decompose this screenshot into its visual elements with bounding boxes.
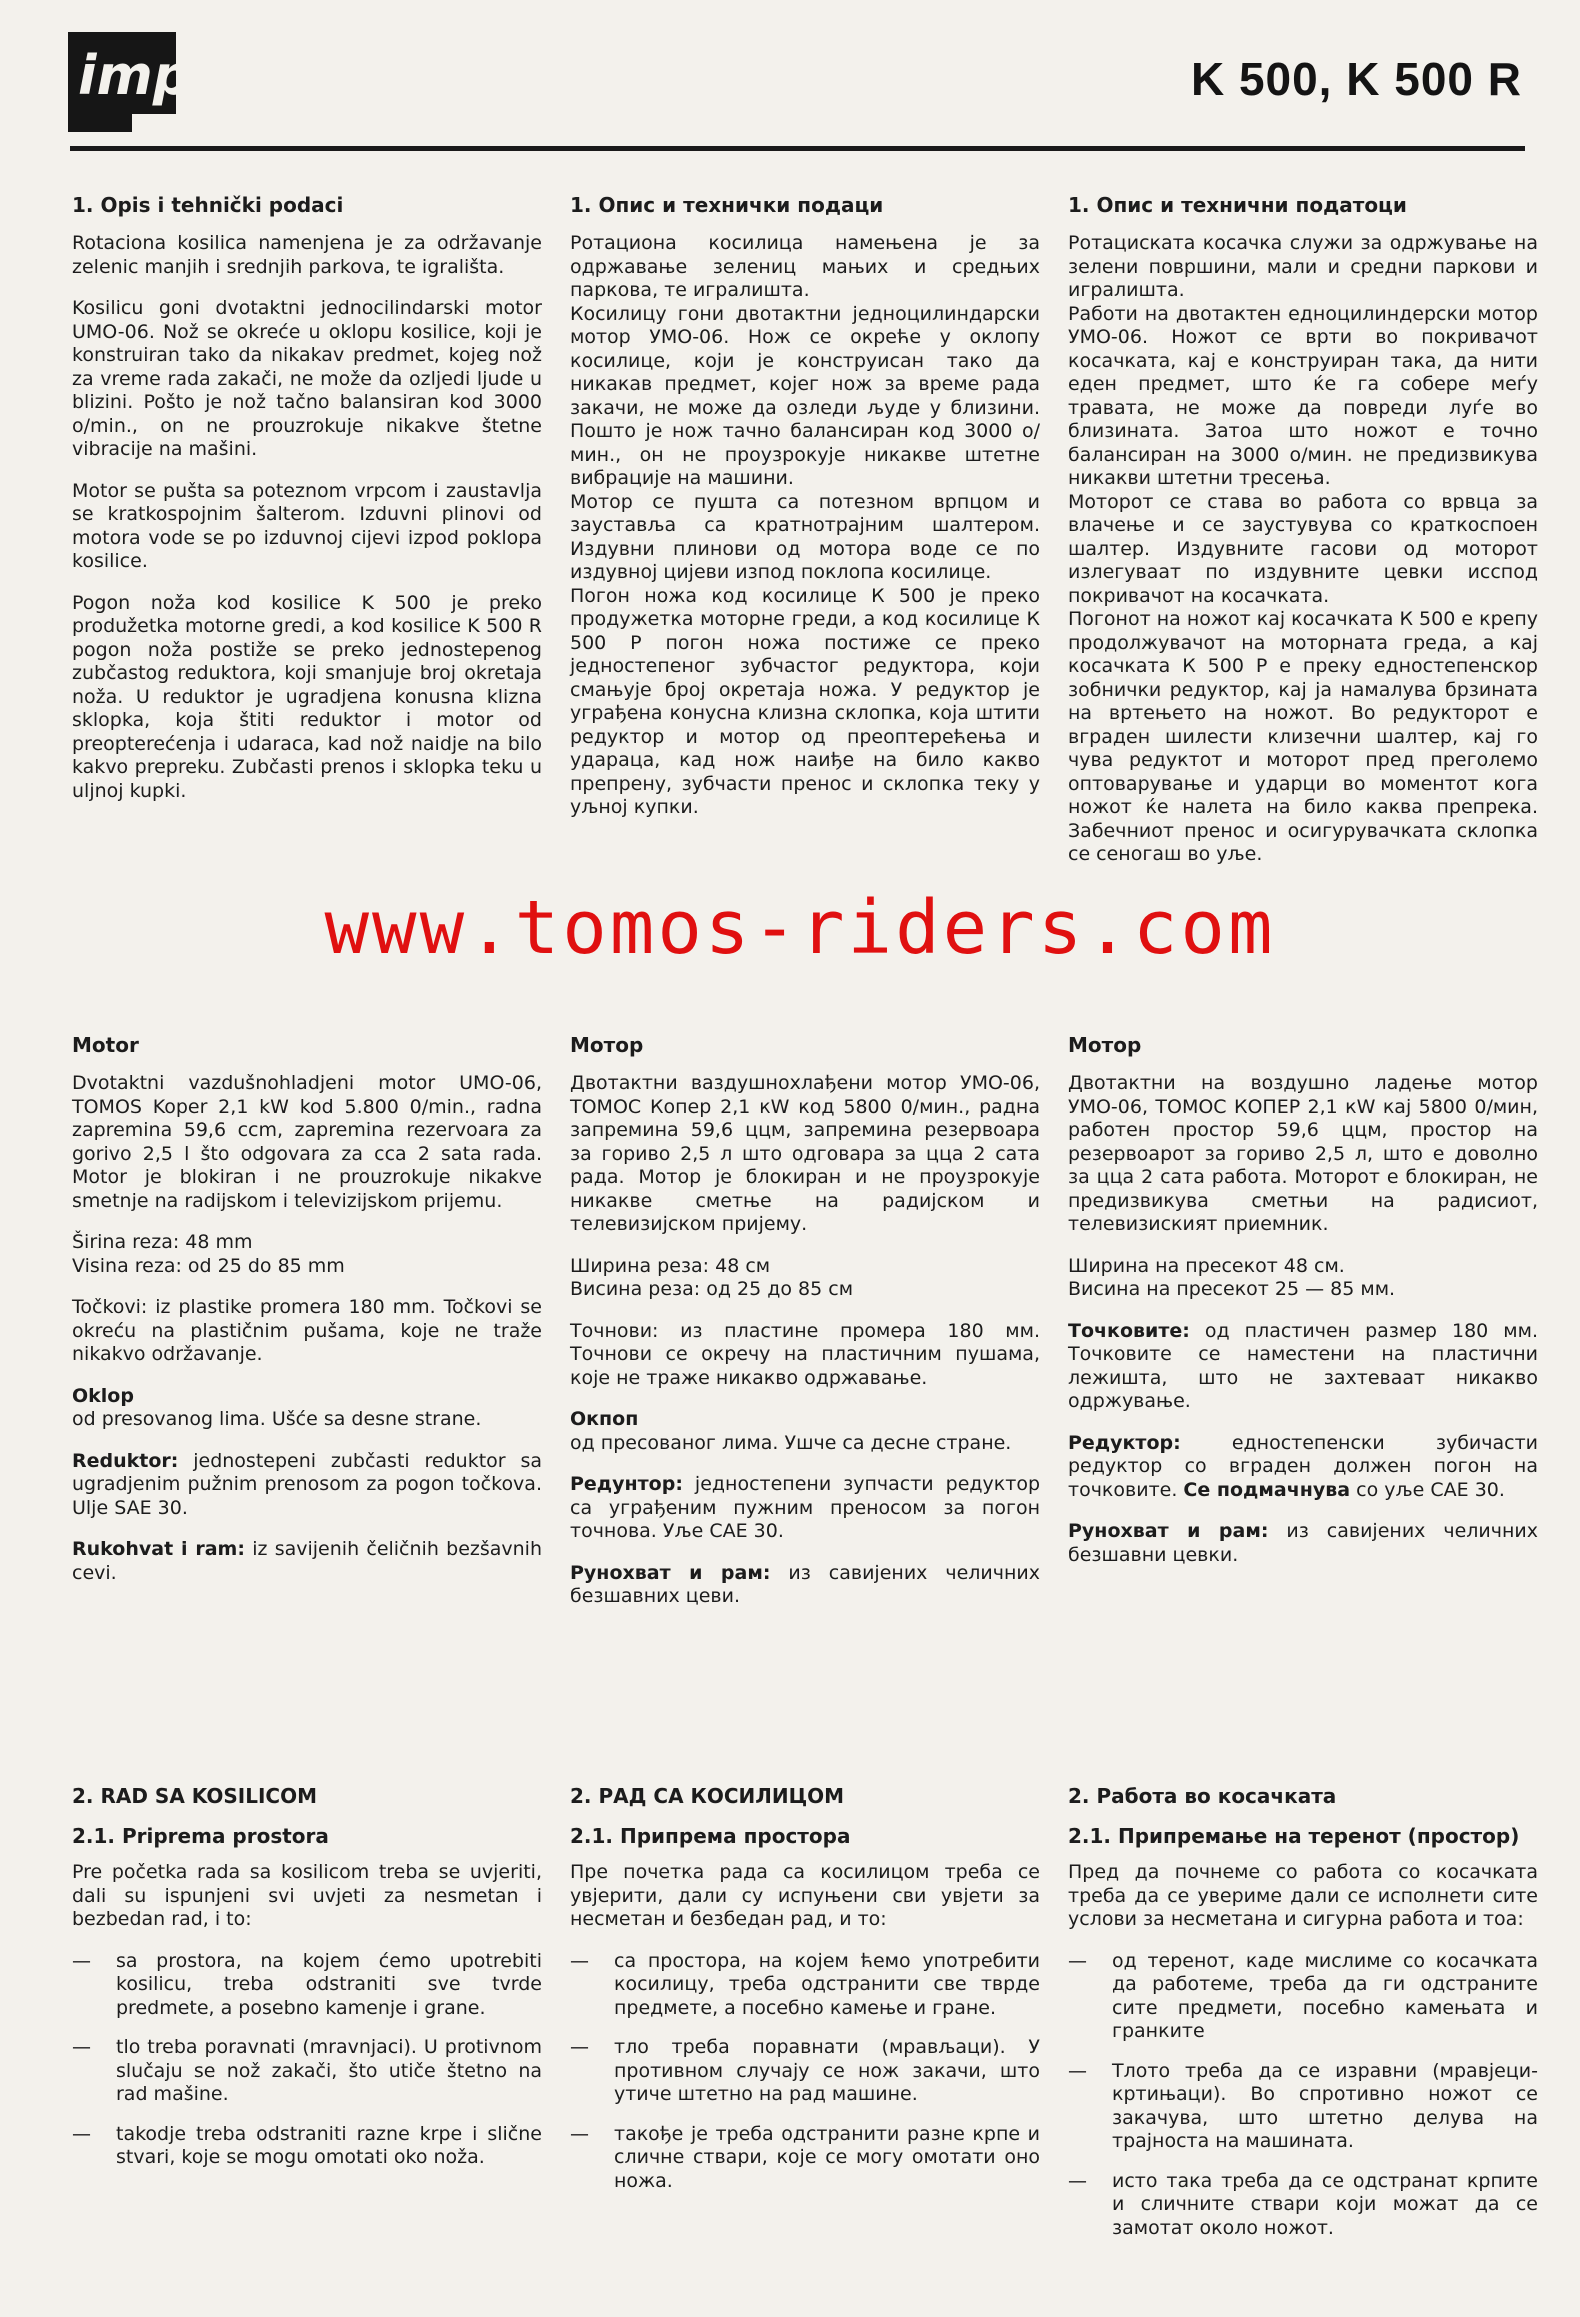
col3-reducer-text: едностепенски зубичасти редуктор со вграден должен погон на точковите.: [1068, 1431, 1538, 1501]
col3-reducer: [1068, 1432, 1538, 1503]
col1-motor-para: Dvotaktni vazdušnohladjeni motor UMO-06, TOMOS Koper 2,1 kW kod 5.800 0/min., radna zapremina 59,6 ccm, zapremina rezervoara za gorivo 2,5 l što odgovara za cca 2 sata rada. Motor je blokiran i ne prouzrokuje nikakve smetnje na radijskom i televizijskom prijemu.: [72, 1072, 542, 1212]
col1-housing-label: Oklop: [72, 1384, 134, 1407]
col1-section-description: [72, 192, 542, 821]
col2-section2-heading: 2. РАД СА КОСИЛИЦОМ: [570, 1784, 845, 1808]
col1-section-operation: [72, 1783, 542, 2186]
col2-housing-label: Окпоп: [570, 1408, 639, 1430]
col1-motor-heading: Motor: [72, 1033, 139, 1057]
col2-reducer: [570, 1473, 1040, 1544]
col3-para: Ротациската косачка служи за одржување на зелени површини, мали и средни паркови и игралишта. Работи на двотактен едноцилиндерски мотор УМО-06. Ножот се врти во покривачот косачката, кај е конструиран така, да нити еден предмет, што ќе га собере меѓу травата, не може да повреди луѓе во близината. Затоа што ножот е точно балансиран на 3000 о/мин. не предизвикува никакви штетни тресења. Моторот се става во работа со врвца за влачење и се заустувува со краткоспоен шалтер. Издувните гасови од моторот излегуваат по издувните цевки исспод покривачот на косачката. Погонот на ножот кај косачката К 500 е крепу продолжувачот на моторната греда, а кај косачката К 500 Р е преку едностепенскор зобнички редуктор, кај ја намалува брзината на вртењето на ножот. Во редукторот е вграден шилести клизечни шалтер, кај го чува редуктот и моторот пред преголемо оптоварување и ударци во моментот кога ножот ќе налета на било каква препрека. Забечниот пренос и осигурувачката склопка се сеногаш во уље.: [1068, 232, 1538, 865]
logo-lettering: imp: [78, 44, 186, 107]
list-item: — од теренот, каде мислиме со косачката да работеме, треба да ги одстраните сите предмети, посебно камењата и гранките: [1068, 1949, 1538, 2042]
col2-motor-para: Двотактни ваздушнохлађени мотор УМО-06, ТОМОС Копер 2,1 кW код 5800 0/мин., радна запремина 59,6 ццм, запремина резервоара за гориво 2,5 л што одговара за цца 2 сата рада. Мотор је блокиран и не проузрокује никакве сметње на радијском и телевизијском пријему.: [570, 1072, 1040, 1235]
col2-motor-heading: Мотор: [570, 1033, 644, 1057]
col3-reducer-text2: со уље САЕ 30.: [1350, 1478, 1505, 1501]
header-rule: [70, 146, 1525, 151]
imp-logo: [68, 32, 186, 132]
model-title: K 500, K 500 R: [1190, 53, 1522, 105]
col2-section-operation: [570, 1783, 1040, 2209]
col1-para: Kosilicu goni dvotaktni jednocilindarski motor UMO-06. Nož se okreće u oklopu kosilice, koji je konstruiran tako da nikakav predmet, kojeg nož za vreme rada zakači, ne može da ozljedi ljude u blizini. Pošto je nož tačno balansiran kod 3000 o/min., on ne prouzrokuje nikakve štetne vibracije na mašini.: [72, 297, 542, 460]
list-item: — Тлото треба да се изравни (мравјеци-кртињаци). Во спротивно ножот се закачува, што штетно делува на трајноста на машината.: [1068, 2059, 1538, 2152]
list-item: — са простора, на којем ћемо употребити косилицу, треба одстранити све тврде предмете, а посебно камење и гране.: [570, 1949, 1040, 2019]
list-item: — исто така треба да се одстранат крпите и сличните ствари који можат да се замотат около ножот.: [1068, 2169, 1538, 2239]
col3-reducer-label: Редуктор:: [1068, 1431, 1181, 1454]
col2-reducer-text: једностепени зупчасти редуктор са уграђеним пужним преносом за погон точнова. Уље САЕ 30.: [570, 1473, 1040, 1542]
col2-prep-intro: Пре почетка рада са косилицом треба се увјерити, дали су испуњени сви увјети за несметан и безбедан рад, и то:: [570, 1861, 1040, 1930]
col1-prep-intro: Pre početka rada sa kosilicom treba se uvjeriti, dali su ispunjeni svi uvjeti za nesmetan i bezbedan rad, i to:: [72, 1861, 542, 1930]
col2-section21-heading: 2.1. Припрема простора: [570, 1824, 851, 1848]
col1-handle: [72, 1538, 542, 1585]
col3-cut-dimensions: Ширина на пресекот 48 см. Висина на пресекот 25 — 85 мм.: [1068, 1254, 1396, 1300]
col2-section-description: [570, 192, 1040, 838]
col1-wheels: Točkovi: iz plastike promera 180 mm. Točkovi se okreću na plastičnim pušama, koje ne traže nikakvo održavanje.: [72, 1296, 542, 1365]
col3-prep-intro: Пред да почнеме со работа со косачката треба да се увериме дали се исполнети сите услови за несметана и сигурна работа и тоа:: [1068, 1861, 1538, 1930]
col2-para: Ротациона косилица намењена је за одржавање зелениц мањих и средњих паркова, те игралишта. Косилицу гони двотактни једноцилиндарски мотор УМО-06. Нож се окреће у оклопу косилице, који је конструисан тако да никакав предмет, којег нож за време рада закачи, не може да озледи људе у близини. Пошто је нож тачно балансиран код 3000 о/мин., он не проузрокује никакве штетне вибрације на машини. Мотор се пушта са потезном врпцом и зауставља са кратнотрајним шалтером. Издувни плинови од мотора воде се по издувној цијеви изпод поклопа косилице. Погон ножа код косилице К 500 је преко продужетка моторне греди, а код косилице К 500 Р погон ножа постиже се преко једностепеног зубчастог редуктора, који смањује број окретаја ножа. У редуктор је уграђена конусна клизна склопка, која штити редуктор и мотор од преоптерећења и удараца, кад нож наиђе на било какво препрену, зубчасти пренос и склопка теку у уљној купки.: [570, 232, 1040, 818]
col2-reducer-label: Редунтор:: [570, 1473, 683, 1495]
col3-section-operation: [1068, 1783, 1538, 2256]
col3-handle: [1068, 1520, 1538, 1567]
col3-motor-para: Двотактни на воздушно ладење мотор УМО-06, ТОМОС КОПЕР 2,1 кW кај 5800 0/мин, работен простор 59,6 ццм, простор на резервоарот за гориво 2,5 л, што е доволно за цца 2 сата работа. Моторот е блокиран, не предизвикува сметњи на радисиот, телевизиският приемник.: [1068, 1072, 1538, 1235]
col3-wheels-label: Точковите:: [1068, 1319, 1190, 1342]
list-item: — sa prostora, na kojem ćemo upotrebiti kosilicu, treba odstraniti sve tvrde predmete, a posebno kamenje i grane.: [72, 1949, 542, 2019]
col1-handle-label: Rukohvat i ram:: [72, 1538, 245, 1560]
col2-section1-heading: 1. Опис и технички подаци: [570, 193, 884, 217]
col3-wheels-text: од пластичен размер 180 мм. Точковите се наместени на пластични лежишта, што не захтеваат никакво одржување.: [1068, 1319, 1538, 1412]
col1-section1-heading: 1. Opis i tehnički podaci: [72, 193, 344, 217]
col1-section21-heading: 2.1. Priprema prostora: [72, 1824, 329, 1848]
col3-motor-heading: Мотор: [1068, 1033, 1142, 1057]
col1-section-motor: [72, 1032, 542, 1603]
col2-wheels: Точнови: из пластине промера 180 мм. Точнови се окречу на пластичним пушама, које не траже никакво одржавање.: [570, 1319, 1040, 1389]
col1-reducer-text: jednostepeni zubčasti reduktor sa ugradjenim pužnim prenosom za pogon točkova. Ulje SAE 30.: [72, 1449, 542, 1519]
imp-logo-icon: [68, 32, 186, 132]
col1-cut-dimensions: Širina reza: 48 mm Visina reza: od 25 do 85 mm: [72, 1231, 345, 1277]
list-item: — тло треба поравнати (мрављаци). У противном случају се нож закачи, што утиче штетно на рад машине.: [570, 2036, 1040, 2105]
col3-section-description: [1068, 192, 1538, 885]
col1-handle-text: iz savijenih čeličnih bezšavnih cevi.: [72, 1538, 543, 1584]
col3-section2-heading: 2. Работа во косачката: [1068, 1784, 1337, 1808]
col3-handle-label: Рунохват и рам:: [1068, 1520, 1269, 1542]
col1-para: Motor se pušta sa poteznom vrpcom i zaustavlja se kratkospojnim šalterom. Izduvni plinovi od motora vode se po izduvnoj cijevi izpod poklopa kosilice.: [72, 479, 542, 572]
col1-reducer: [72, 1450, 542, 1521]
col3-wheels: [1068, 1320, 1538, 1414]
col2-handle-text: из савијених челичних безшавних цеви.: [570, 1561, 1040, 1607]
col2-handle-label: Рунохват и рам:: [570, 1561, 771, 1584]
col3-reducer-bold: Се подмачнува: [1183, 1478, 1351, 1501]
col1-para: Pogon noža kod kosilice K 500 je preko produžetka motorne gredi, a kod kosilice K 500 R pogon noža postiže se preko jednostepenog zubčastog reduktora, koji smanjuje broj okretaja noža. U reduktor je ugradjena konusna klizna sklopka, koja štiti reduktor i motor od preopterećenja i udaraca, kad nož naidje na bilo kakvo prepreku. Zubčasti prenos i sklopka teku u uljnoj kupki.: [72, 591, 542, 802]
col3-section21-heading: 2.1. Припремање на теренот (простор): [1068, 1824, 1520, 1848]
col3-section-motor: [1068, 1032, 1538, 1585]
col2-section-motor: [570, 1032, 1040, 1627]
col2-cut-dimensions: Ширина реза: 48 см Висина реза: од 25 до 85 см: [570, 1254, 854, 1300]
col1-section2-heading: 2. RAD SA KOSILICOM: [72, 1784, 317, 1808]
list-item: — takodje treba odstraniti razne krpe i slične stvari, koje se mogu omotati oko noža.: [72, 2122, 542, 2168]
site-watermark: www.tomos-riders.com: [324, 885, 1276, 971]
list-item: — такође је треба одстранити разне крпе и сличне ствари, које се могу омотати оно ножа.: [570, 2122, 1040, 2192]
col1-para: Rotaciona kosilica namenjena je za održavanje zelenic manjih i srednjih parkova, te igrališta.: [72, 232, 542, 278]
col1-housing-text: od presovanog lima. Ušće sa desne strane.: [72, 1408, 482, 1430]
col1-reducer-label: Reduktor:: [72, 1449, 179, 1472]
col2-housing-text: од пресованог лима. Ушче са десне стране.: [570, 1431, 1012, 1454]
col3-handle-text: из савијених челичних безшавни цевки.: [1068, 1520, 1538, 1566]
col2-handle: [570, 1562, 1040, 1609]
col3-section1-heading: 1. Опис и технични податоци: [1068, 193, 1407, 217]
list-item: — tlo treba poravnati (mravnjaci). U protivnom slučaju se nož zakači, što utiče štetno na rad mašine.: [72, 2036, 542, 2105]
